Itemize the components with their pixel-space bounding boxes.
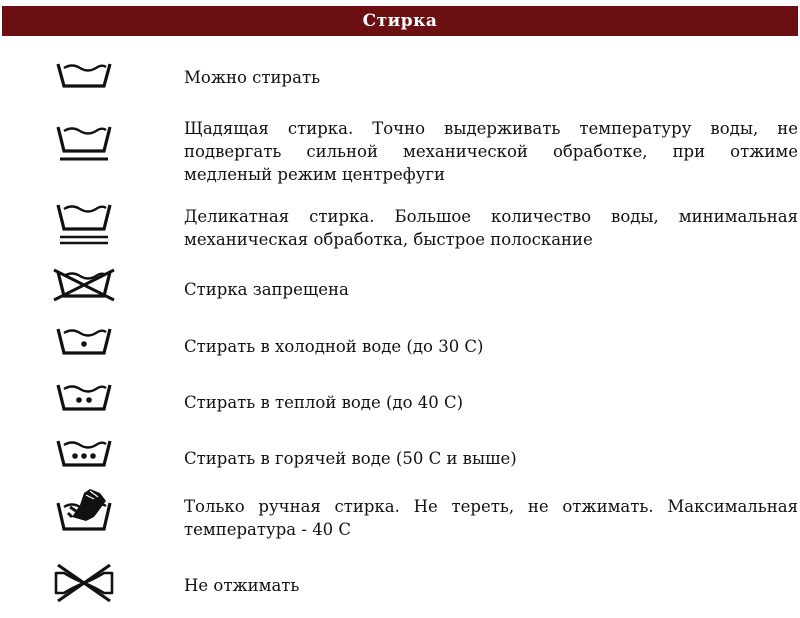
item-text: Можно стирать [184, 68, 321, 87]
washtub-two-dots-icon [50, 381, 120, 415]
item-text: Стирать в теплой воде (до 40 С) [184, 393, 464, 412]
hand-wash-icon [50, 487, 120, 537]
washtub-three-dots-icon [50, 437, 120, 471]
item-text: Не отжимать [184, 576, 300, 595]
washtub-crossed-icon [50, 268, 120, 302]
washtub-delicate-icon [50, 199, 120, 251]
item-text: Стирка запрещена [184, 280, 349, 299]
item-text: медленый режим центрефуги [184, 165, 446, 184]
item-text: Щадящая стирка. Точно выдерживать температуру воды, не [184, 119, 798, 138]
item-text: Стирать в горячей воде (50 С и выше) [184, 449, 517, 468]
section-title: Стирка [362, 11, 438, 31]
item-text: температура - 40 С [184, 520, 352, 539]
item-text: механическая обработка, быстрое полоскание [184, 230, 593, 249]
section-header [2, 6, 798, 36]
washtub-one-dot-icon [50, 325, 120, 359]
washtub-icon [50, 58, 120, 92]
item-text: Только ручная стирка. Не тереть, не отжимать. Максимальная [184, 497, 798, 516]
washtub-gentle-icon [50, 121, 120, 165]
item-text: Деликатная стирка. Большое количество воды, минимальная [184, 207, 798, 226]
item-text: подвергать сильной механической обработке, при отжиме [184, 142, 798, 161]
item-text: Стирать в холодной воде (до 30 С) [184, 337, 484, 356]
do-not-wring-icon [50, 563, 120, 603]
